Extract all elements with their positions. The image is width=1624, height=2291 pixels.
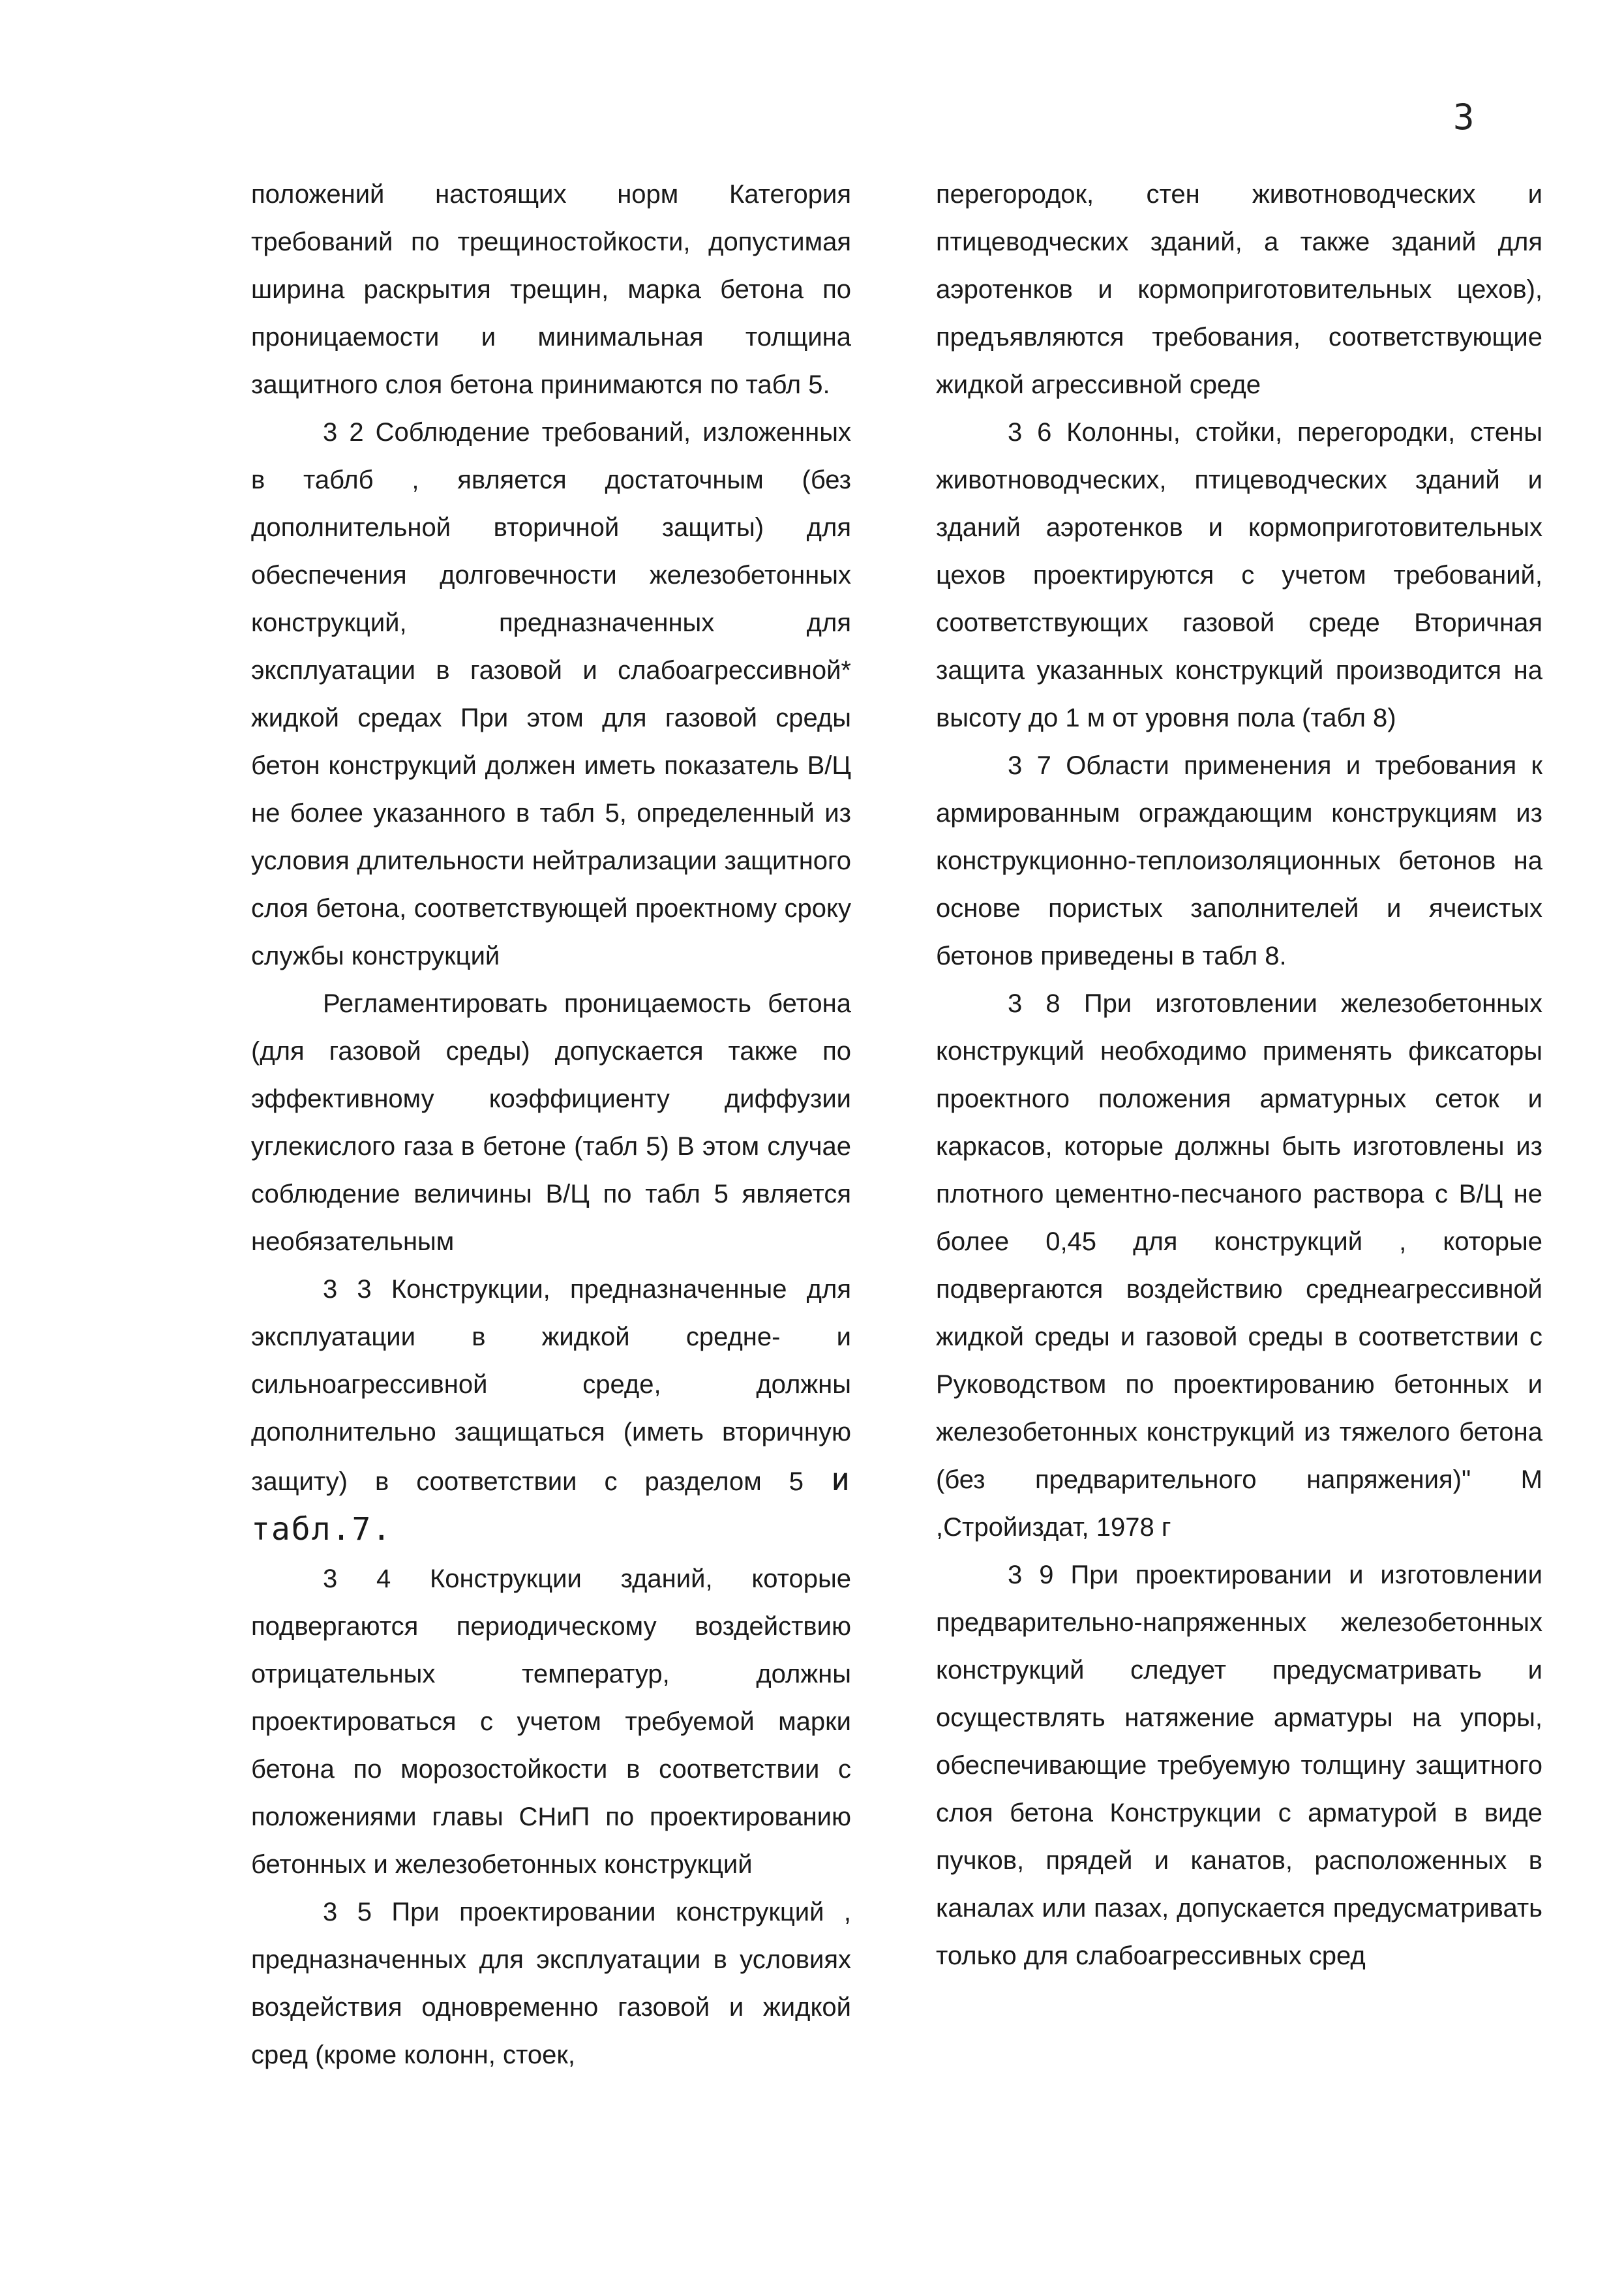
paragraph-3-5-continued: перегородок, стен животноводческих и птицеводческих зданий, а также зданий для аэротенков и кормоприготовительных цехов), предъявляются требования, соответствующие жидкой агрессивной среде — [936, 180, 1542, 399]
handwritten-addition: и табл.7. — [251, 1461, 851, 1548]
paragraph-3-3 — [251, 1266, 851, 1555]
paragraph-3-2: 3 2 Соблюдение требований, изложенных в таблб , является достаточным (без дополнительной вторичной защиты) для обеспечения долговечности железобетонных конструкций, предназначенных для эксплуатации в газовой и слабоагрессивной* жидкой средах При этом для газовой среды бетон конструкций должен иметь показатель В/Ц не более указанного в табл 5, определенный из условия длительности нейтрализации защитного слоя бетона, соответствующей проектному сроку службы конструкций — [251, 418, 851, 970]
paragraph-3-8: 3 8 При изготовлении железобетонных конструкций необходимо применять фиксаторы проектного положения арматурных сеток и каркасов, которые должны быть изготовлены из плотного цементно-песчаного раствора с В/Ц не более 0,45 для конструкций , которые подвергаются воздействию среднеагрессивной жидкой среды и газовой среды в соответствии с Руководством по проектированию бетонных и железобетонных конструкций из тяжелого бетона (без предварительного напряжения)" М ,Стройиздат, 1978 г — [936, 989, 1542, 1542]
paragraph-3-7: 3 7 Области применения и требования к армированным ограждающим конструкциям из конструкционно-теплоизоляционных бетонов на основе пористых заполнителей и ячеистых бетонов приведены в табл 8. — [936, 751, 1542, 970]
paragraph-3-9: 3 9 При проектировании и изготовлении предварительно-напряженных железобетонных конструкций следует предусматривать и осуществлять натяжение арматуры на упоры, обеспечивающие требуемую толщину защитного слоя бетона Конструкции с арматурой в виде пучков, прядей и канатов, расположенных в каналах или пазах, допускается предусматривать только для слабоагрессивных сред — [936, 1561, 1542, 1970]
left-column — [251, 171, 851, 2079]
paragraph-3-3-text: 3 3 Конструкции, предназначенные для эксплуатации в жидкой средне- и сильноагрессивной среде, должны дополнительно защищаться (иметь вторичную защиту) в соответствии с разделом 5 — [251, 1275, 851, 1496]
page-number: 3 — [1453, 97, 1475, 138]
paragraph-3-5: 3 5 При проектировании конструкций , предназначенных для эксплуатации в условиях воздействия одновременно газовой и жидкой сред (кроме колонн, стоек, — [251, 1898, 851, 2069]
paragraph-3-1-continued: положений настоящих норм Категория требований по трещиностойкости, допустимая ширина раскрытия трещин, марка бетона по проницаемости и минимальная толщина защитного слоя бетона принимаются по табл 5. — [251, 180, 851, 399]
paragraph-3-4: 3 4 Конструкции зданий, которые подвергаются периодическому воздействию отрицательных температур, должны проектироваться с учетом требуемой марки бетона по морозостойкости в соответствии с положениями главы СНиП по проектированию бетонных и железобетонных конструкций — [251, 1565, 851, 1879]
paragraph-3-2-note: Регламентировать проницаемость бетона (для газовой среды) допускается также по эффективному коэффициенту диффузии углекислого газа в бетоне (табл 5) В этом случае соблюдение величины В/Ц по табл 5 является необязательным — [251, 989, 851, 1256]
right-column — [936, 171, 1542, 1980]
paragraph-3-6: 3 6 Колонны, стойки, перегородки, стены животноводческих, птицеводческих зданий и зданий аэротенков и кормоприготовительных цехов проектируются с учетом требований, соответствующих газовой среде Вторичная защита указанных конструкций производится на высоту до 1 м от уровня пола (табл 8) — [936, 418, 1542, 732]
